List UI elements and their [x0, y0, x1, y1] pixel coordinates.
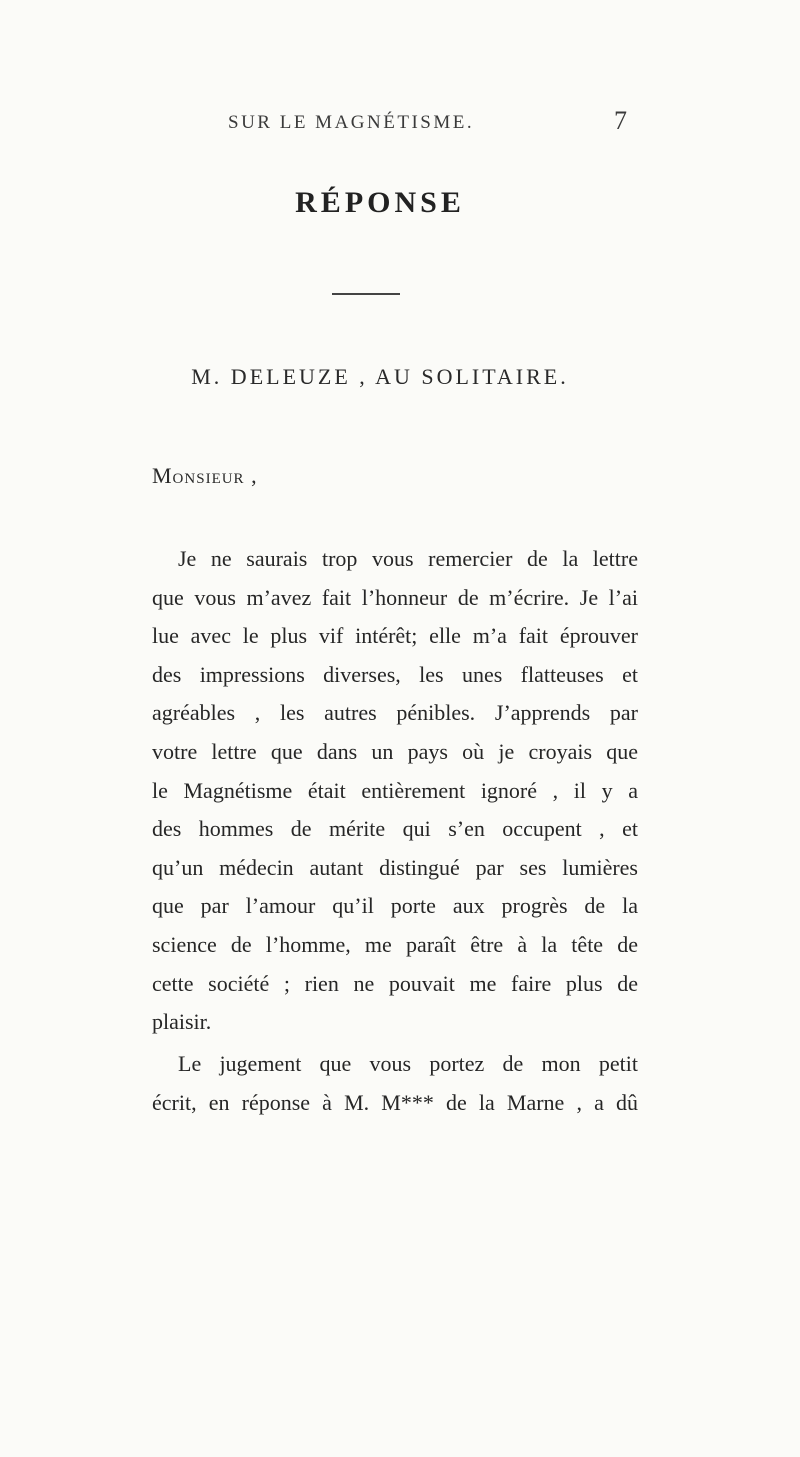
section-title: RÉPONSE — [295, 186, 465, 219]
text-line: que par l’amour qu’il porte aux progrès de la — [152, 893, 638, 919]
greeting: Monsieur , — [152, 463, 258, 488]
text-line: des hommes de mérite qui s’en occupent , et — [152, 816, 638, 842]
text-line: cette société ; rien ne pouvait me faire plus de — [152, 970, 638, 996]
text-line: plaisir. — [152, 1009, 212, 1035]
running-head: SUR LE MAGNÉTISME. — [228, 112, 475, 133]
paragraph-2 — [152, 1045, 638, 1122]
text-line: Je ne saurais trop vous remercier de la lettre — [178, 546, 638, 571]
text-line: votre lettre que dans un pays où je croyais que — [152, 738, 638, 764]
page-number: 7 — [614, 106, 627, 135]
address-line: M. DELEUZE , AU SOLITAIRE. — [191, 364, 569, 389]
text-line: le Magnétisme était entièrement ignoré , il y a — [152, 777, 638, 803]
text-line: lue avec le plus vif intérêt; elle m’a fait éprouver — [152, 623, 638, 649]
paragraph-1 — [152, 540, 638, 1042]
text-line: écrit, en réponse à M. M*** de la Marne , a dû — [152, 1089, 638, 1115]
text-line: agréables , les autres pénibles. J’apprends par — [152, 700, 638, 726]
text-line: que vous m’avez fait l’honneur de m’écrire. Je l’ai — [152, 584, 638, 610]
text-line: Le jugement que vous portez de mon petit — [178, 1051, 638, 1076]
divider-rule — [332, 293, 400, 295]
text-line: science de l’homme, me paraît être à la tête de — [152, 931, 638, 957]
text-line: qu’un médecin autant distingué par ses lumières — [152, 854, 638, 880]
text-line: des impressions diverses, les unes flatteuses et — [152, 661, 638, 687]
